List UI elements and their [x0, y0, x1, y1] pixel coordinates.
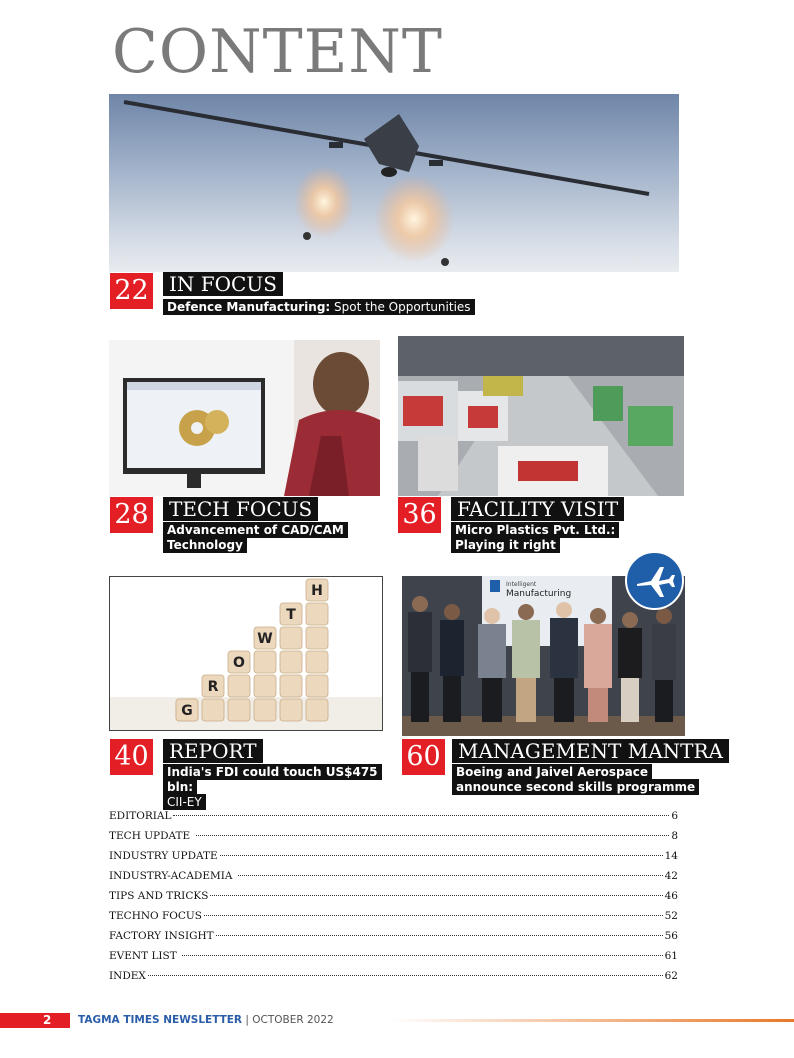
- footer-date: OCTOBER 2022: [252, 1014, 334, 1026]
- drone-illustration: [109, 94, 679, 272]
- section-description-line: announce second skills programme: [452, 779, 699, 795]
- toc-page: 46: [664, 890, 678, 902]
- screen-text: Manufacturing: [506, 589, 572, 599]
- toc-entry[interactable]: [109, 910, 678, 930]
- section-number: 36: [398, 497, 441, 533]
- airplane-icon: [625, 551, 684, 610]
- toc-entry[interactable]: [109, 950, 678, 970]
- toc-entry[interactable]: [109, 970, 678, 990]
- toc-page: 8: [671, 830, 678, 842]
- cad-workstation-image: [109, 340, 380, 496]
- growth-letter: W: [257, 631, 273, 647]
- growth-illustration: [110, 577, 382, 730]
- section-description: [163, 765, 403, 810]
- toc-leader: [148, 975, 663, 976]
- growth-letter: O: [233, 655, 245, 671]
- footer-publication-name: TAGMA TIMES NEWSLETTER: [78, 1014, 243, 1026]
- toc-page: 62: [664, 970, 678, 982]
- toc-label: TECH UPDATE: [109, 830, 194, 842]
- footer-separator: |: [242, 1014, 253, 1026]
- section-label: FACILITY VISIT: [451, 497, 624, 521]
- growth-letter: T: [286, 607, 296, 623]
- section-description-line: Advancement of CAD/CAM: [163, 522, 348, 538]
- toc-label: EVENT LIST: [109, 950, 181, 962]
- toc-page: 52: [664, 910, 678, 922]
- growth-letter: H: [311, 583, 323, 599]
- section-description-line: CII-EY: [163, 794, 206, 810]
- section-description: [451, 523, 641, 553]
- toc-leader: [238, 875, 663, 876]
- section-label: IN FOCUS: [163, 272, 283, 296]
- toc-leader: [173, 815, 669, 816]
- hero-drone-image: [109, 94, 679, 272]
- footer-page-number: 2: [43, 1013, 52, 1027]
- toc-leader: [210, 895, 662, 896]
- section-number: 60: [402, 739, 445, 775]
- toc-label: INDUSTRY UPDATE: [109, 850, 218, 862]
- toc-entry[interactable]: [109, 830, 678, 850]
- section-label: REPORT: [163, 739, 263, 763]
- section-label: TECH FOCUS: [163, 497, 318, 521]
- section-description-bold: Defence Manufacturing:: [167, 300, 331, 314]
- table-of-contents: [109, 810, 678, 990]
- toc-leader: [204, 915, 663, 916]
- toc-page: 56: [664, 930, 678, 942]
- growth-letter: R: [207, 679, 219, 695]
- cad-illustration: [109, 340, 380, 496]
- section-label: MANAGEMENT MANTRA: [452, 739, 729, 763]
- section-description-line: Playing it right: [451, 537, 560, 553]
- section-description-line: Technology: [163, 537, 247, 553]
- section-description: [163, 300, 475, 315]
- footer-divider: [390, 1019, 794, 1022]
- toc-page: 61: [664, 950, 678, 962]
- toc-leader: [196, 835, 670, 836]
- section-number: 40: [110, 739, 153, 775]
- toc-entry[interactable]: [109, 930, 678, 950]
- section-description: [452, 765, 712, 795]
- toc-label: INDUSTRY-ACADEMIA: [109, 870, 236, 882]
- airplane-glyph: [627, 553, 682, 608]
- growth-blocks-image: [109, 576, 383, 731]
- footer-page-tab: [0, 1013, 70, 1028]
- toc-entry[interactable]: [109, 890, 678, 910]
- footer-publication: [78, 1014, 334, 1027]
- section-description: [163, 523, 353, 553]
- toc-label: FACTORY INSIGHT: [109, 930, 214, 942]
- toc-leader: [182, 955, 663, 956]
- toc-label: TECHNO FOCUS: [109, 910, 202, 922]
- section-number: 22: [110, 273, 153, 309]
- toc-entry[interactable]: [109, 810, 678, 830]
- screen-text: Intelligent: [506, 581, 537, 588]
- section-description-rest: Spot the Opportunities: [330, 300, 471, 314]
- section-description-line: India's FDI could touch US$475 bln:: [163, 764, 382, 795]
- toc-label: EDITORIAL: [109, 810, 172, 822]
- section-description-line: Micro Plastics Pvt. Ltd.:: [451, 522, 619, 538]
- page-title: CONTENT: [112, 17, 443, 87]
- toc-label: INDEX: [109, 970, 146, 982]
- toc-entry[interactable]: [109, 850, 678, 870]
- toc-page: 6: [671, 810, 678, 822]
- toc-page: 14: [664, 850, 678, 862]
- toc-entry[interactable]: [109, 870, 678, 890]
- section-description-line: Boeing and Jaivel Aerospace: [452, 764, 652, 780]
- factory-illustration: [398, 336, 684, 496]
- toc-label: TIPS AND TRICKS: [109, 890, 209, 902]
- toc-leader: [220, 855, 663, 856]
- section-number: 28: [110, 497, 153, 533]
- toc-page: 42: [664, 870, 678, 882]
- factory-floor-image: [398, 336, 684, 496]
- toc-leader: [216, 935, 663, 936]
- growth-letter: G: [181, 703, 193, 719]
